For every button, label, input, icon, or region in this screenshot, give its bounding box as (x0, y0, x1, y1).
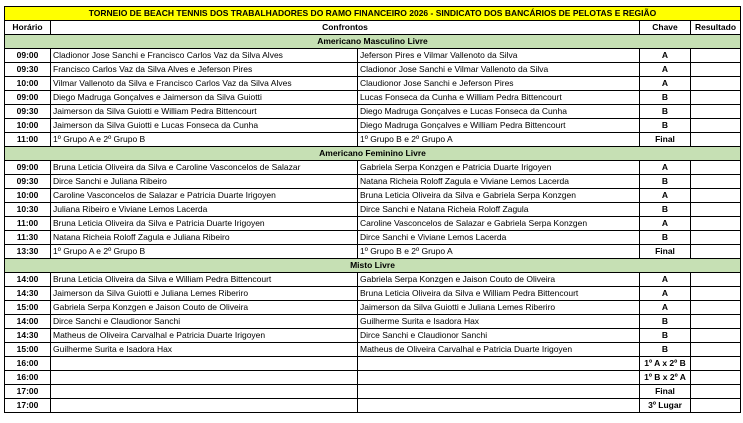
team-a-cell[interactable]: Caroline Vasconcelos de Salazar e Patricia Duarte Irigoyen (51, 189, 358, 203)
team-a-cell[interactable] (51, 371, 358, 385)
match-row (5, 301, 741, 315)
result-cell[interactable] (691, 315, 741, 329)
header-key[interactable]: Chave (640, 21, 691, 35)
team-b-cell[interactable] (358, 385, 640, 399)
key-cell[interactable]: A (640, 189, 691, 203)
key-cell[interactable]: Final (640, 385, 691, 399)
team-a-cell[interactable]: Dirce Sanchi e Claudionor Sanchi (51, 315, 358, 329)
title-row (5, 7, 741, 21)
team-b-cell[interactable] (358, 399, 640, 413)
team-a-cell[interactable] (51, 357, 358, 371)
result-cell[interactable] (691, 301, 741, 315)
section-row (5, 35, 741, 49)
match-row (5, 189, 741, 203)
team-b-cell[interactable]: Guilherme Surita e Isadora Hax (358, 315, 640, 329)
match-row (5, 203, 741, 217)
result-cell[interactable] (691, 77, 741, 91)
key-cell[interactable]: A (640, 161, 691, 175)
team-b-cell[interactable]: Claudionor Jose Sanchi e Jeferson Pires (358, 77, 640, 91)
team-a-cell[interactable]: Jaimerson da Silva Guiotti e William Pedra Bittencourt (51, 105, 358, 119)
result-cell[interactable] (691, 105, 741, 119)
time-cell[interactable]: 09:00 (5, 49, 51, 63)
result-cell[interactable] (691, 329, 741, 343)
team-a-cell[interactable]: Bruna Leticia Oliveira da Silva e Patricia Duarte Irigoyen (51, 217, 358, 231)
team-a-cell[interactable]: Vilmar Vallenoto da Silva e Francisco Carlos Vaz da Silva Alves (51, 77, 358, 91)
match-row (5, 217, 741, 231)
team-b-cell[interactable] (358, 371, 640, 385)
match-row (5, 245, 741, 259)
team-a-cell[interactable]: Francisco Carlos Vaz da Silva Alves e Jeferson Pires (51, 63, 358, 77)
result-cell[interactable] (691, 371, 741, 385)
key-cell[interactable]: B (640, 105, 691, 119)
sheet-title[interactable]: TORNEIO DE BEACH TENNIS DOS TRABALHADORES DO RAMO FINANCEIRO 2026 - SINDICATO DOS BANCÁRIOS DE PELOTAS E REGIÃO (5, 7, 741, 21)
team-a-cell[interactable]: Bruna Leticia Oliveira da Silva e Caroline Vasconcelos de Salazar (51, 161, 358, 175)
result-cell[interactable] (691, 91, 741, 105)
team-b-cell[interactable]: Bruna Leticia Oliveira da Silva e Gabriela Serpa Konzgen (358, 189, 640, 203)
time-cell[interactable]: 14:30 (5, 329, 51, 343)
header-result[interactable]: Resultado (691, 21, 741, 35)
match-row (5, 175, 741, 189)
match-row (5, 371, 741, 385)
team-a-cell[interactable]: Matheus de Oliveira Carvalhal e Patricia Duarte Irigoyen (51, 329, 358, 343)
result-cell[interactable] (691, 273, 741, 287)
team-a-cell[interactable] (51, 399, 358, 413)
team-b-cell[interactable]: Diego Madruga Gonçalves e Lucas Fonseca da Cunha (358, 105, 640, 119)
section-row (5, 147, 741, 161)
header-time[interactable]: Horário (5, 21, 51, 35)
key-cell[interactable]: A (640, 49, 691, 63)
time-cell[interactable]: 13:30 (5, 245, 51, 259)
time-cell[interactable]: 14:00 (5, 315, 51, 329)
time-cell[interactable]: 10:30 (5, 203, 51, 217)
match-row (5, 399, 741, 413)
key-cell[interactable]: Final (640, 133, 691, 147)
team-a-cell[interactable] (51, 385, 358, 399)
key-cell[interactable]: A (640, 287, 691, 301)
team-b-cell[interactable]: Diego Madruga Gonçalves e William Pedra Bittencourt (358, 119, 640, 133)
key-cell[interactable]: B (640, 315, 691, 329)
team-a-cell[interactable]: Cladionor Jose Sanchi e Francisco Carlos Vaz da Silva Alves (51, 49, 358, 63)
time-cell[interactable]: 09:30 (5, 175, 51, 189)
team-a-cell[interactable]: 1º Grupo A e 2º Grupo B (51, 245, 358, 259)
key-cell[interactable]: 1º A x 2º B (640, 357, 691, 371)
team-a-cell[interactable]: 1º Grupo A e 2º Grupo B (51, 133, 358, 147)
team-a-cell[interactable]: Guilherme Surita e Isadora Hax (51, 343, 358, 357)
time-cell[interactable]: 15:00 (5, 343, 51, 357)
key-cell[interactable]: A (640, 273, 691, 287)
team-a-cell[interactable]: Gabriela Serpa Konzgen e Jaison Couto de Oliveira (51, 301, 358, 315)
key-cell[interactable]: B (640, 231, 691, 245)
time-cell[interactable]: 10:00 (5, 77, 51, 91)
section-title[interactable]: Misto Livre (5, 259, 741, 273)
spreadsheet (4, 6, 740, 413)
team-b-cell[interactable]: Caroline Vasconcelos de Salazar e Gabriela Serpa Konzgen (358, 217, 640, 231)
result-cell[interactable] (691, 203, 741, 217)
time-cell[interactable]: 10:00 (5, 189, 51, 203)
time-cell[interactable]: 11:00 (5, 133, 51, 147)
match-row (5, 77, 741, 91)
team-b-cell[interactable]: Bruna Leticia Oliveira da Silva e William Pedra Bittencourt (358, 287, 640, 301)
key-cell[interactable]: A (640, 63, 691, 77)
team-a-cell[interactable]: Natana Richeia Roloff Zagula e Juliana Ribeiro (51, 231, 358, 245)
match-row (5, 133, 741, 147)
key-cell[interactable]: A (640, 301, 691, 315)
match-row (5, 385, 741, 399)
team-b-cell[interactable]: 1º Grupo B e 2º Grupo A (358, 245, 640, 259)
time-cell[interactable]: 09:30 (5, 105, 51, 119)
team-a-cell[interactable]: Bruna Leticia Oliveira da Silva e William Pedra Bittencourt (51, 273, 358, 287)
result-cell[interactable] (691, 49, 741, 63)
team-b-cell[interactable]: Matheus de Oliveira Carvalhal e Patricia Duarte Irigoyen (358, 343, 640, 357)
match-row (5, 287, 741, 301)
time-cell[interactable]: 16:00 (5, 357, 51, 371)
time-cell[interactable]: 16:00 (5, 371, 51, 385)
key-cell[interactable]: B (640, 119, 691, 133)
match-row (5, 49, 741, 63)
key-cell[interactable]: B (640, 343, 691, 357)
key-cell[interactable]: 1º B x 2º A (640, 371, 691, 385)
result-cell[interactable] (691, 63, 741, 77)
match-row (5, 161, 741, 175)
team-b-cell[interactable]: Natana Richeia Roloff Zagula e Viviane Lemos Lacerda (358, 175, 640, 189)
section-row (5, 259, 741, 273)
result-cell[interactable] (691, 343, 741, 357)
match-row (5, 357, 741, 371)
match-row (5, 63, 741, 77)
time-cell[interactable]: 17:00 (5, 399, 51, 413)
header-matches[interactable]: Confrontos (51, 21, 640, 35)
time-cell[interactable]: 11:30 (5, 231, 51, 245)
time-cell[interactable]: 14:30 (5, 287, 51, 301)
time-cell[interactable]: 09:30 (5, 63, 51, 77)
team-b-cell[interactable]: Gabriela Serpa Konzgen e Patricia Duarte Irigoyen (358, 161, 640, 175)
result-cell[interactable] (691, 245, 741, 259)
match-row (5, 231, 741, 245)
team-a-cell[interactable]: Jaimerson da Silva Guiotti e Juliana Lemes Riberiro (51, 287, 358, 301)
team-a-cell[interactable]: Dirce Sanchi e Juliana Ribeiro (51, 175, 358, 189)
time-cell[interactable]: 10:00 (5, 119, 51, 133)
section-title[interactable]: Americano Feminino Livre (5, 147, 741, 161)
section-title[interactable]: Americano Masculino Livre (5, 35, 741, 49)
team-b-cell[interactable]: Dirce Sanchi e Viviane Lemos Lacerda (358, 231, 640, 245)
match-row (5, 119, 741, 133)
match-row (5, 315, 741, 329)
time-cell[interactable]: 11:00 (5, 217, 51, 231)
team-a-cell[interactable]: Diego Madruga Gonçalves e Jaimerson da Silva Guiotti (51, 91, 358, 105)
result-cell[interactable] (691, 161, 741, 175)
time-cell[interactable]: 09:00 (5, 91, 51, 105)
header-row (5, 21, 741, 35)
team-b-cell[interactable]: Jeferson Pires e Vilmar Vallenoto da Silva (358, 49, 640, 63)
result-cell[interactable] (691, 175, 741, 189)
time-cell[interactable]: 14:00 (5, 273, 51, 287)
team-a-cell[interactable]: Jaimerson da Silva Guiotti e Lucas Fonseca da Cunha (51, 119, 358, 133)
key-cell[interactable]: B (640, 203, 691, 217)
team-b-cell[interactable]: Jaimerson da Silva Guiotti e Juliana Lemes Riberiro (358, 301, 640, 315)
match-row (5, 273, 741, 287)
key-cell[interactable]: Final (640, 245, 691, 259)
time-cell[interactable]: 17:00 (5, 385, 51, 399)
key-cell[interactable]: B (640, 91, 691, 105)
time-cell[interactable]: 15:00 (5, 301, 51, 315)
result-cell[interactable] (691, 133, 741, 147)
team-b-cell[interactable]: 1º Grupo B e 2º Grupo A (358, 133, 640, 147)
team-a-cell[interactable]: Juliana Ribeiro e Viviane Lemos Lacerda (51, 203, 358, 217)
team-b-cell[interactable]: Lucas Fonseca da Cunha e William Pedra Bittencourt (358, 91, 640, 105)
result-cell[interactable] (691, 357, 741, 371)
team-b-cell[interactable]: Dirce Sanchi e Natana Richeia Roloff Zagula (358, 203, 640, 217)
result-cell[interactable] (691, 231, 741, 245)
match-row (5, 343, 741, 357)
result-cell[interactable] (691, 287, 741, 301)
time-cell[interactable]: 09:00 (5, 161, 51, 175)
key-cell[interactable]: B (640, 175, 691, 189)
team-b-cell[interactable]: Dirce Sanchi e Claudionor Sanchi (358, 329, 640, 343)
team-b-cell[interactable]: Cladionor Jose Sanchi e Vilmar Vallenoto da Silva (358, 63, 640, 77)
key-cell[interactable]: A (640, 217, 691, 231)
key-cell[interactable]: A (640, 77, 691, 91)
schedule-table (4, 6, 741, 413)
match-row (5, 329, 741, 343)
team-b-cell[interactable] (358, 357, 640, 371)
key-cell[interactable]: 3º Lugar (640, 399, 691, 413)
match-row (5, 105, 741, 119)
result-cell[interactable] (691, 119, 741, 133)
match-row (5, 91, 741, 105)
key-cell[interactable]: B (640, 329, 691, 343)
result-cell[interactable] (691, 385, 741, 399)
result-cell[interactable] (691, 217, 741, 231)
result-cell[interactable] (691, 189, 741, 203)
team-b-cell[interactable]: Gabriela Serpa Konzgen e Jaison Couto de Oliveira (358, 273, 640, 287)
result-cell[interactable] (691, 399, 741, 413)
